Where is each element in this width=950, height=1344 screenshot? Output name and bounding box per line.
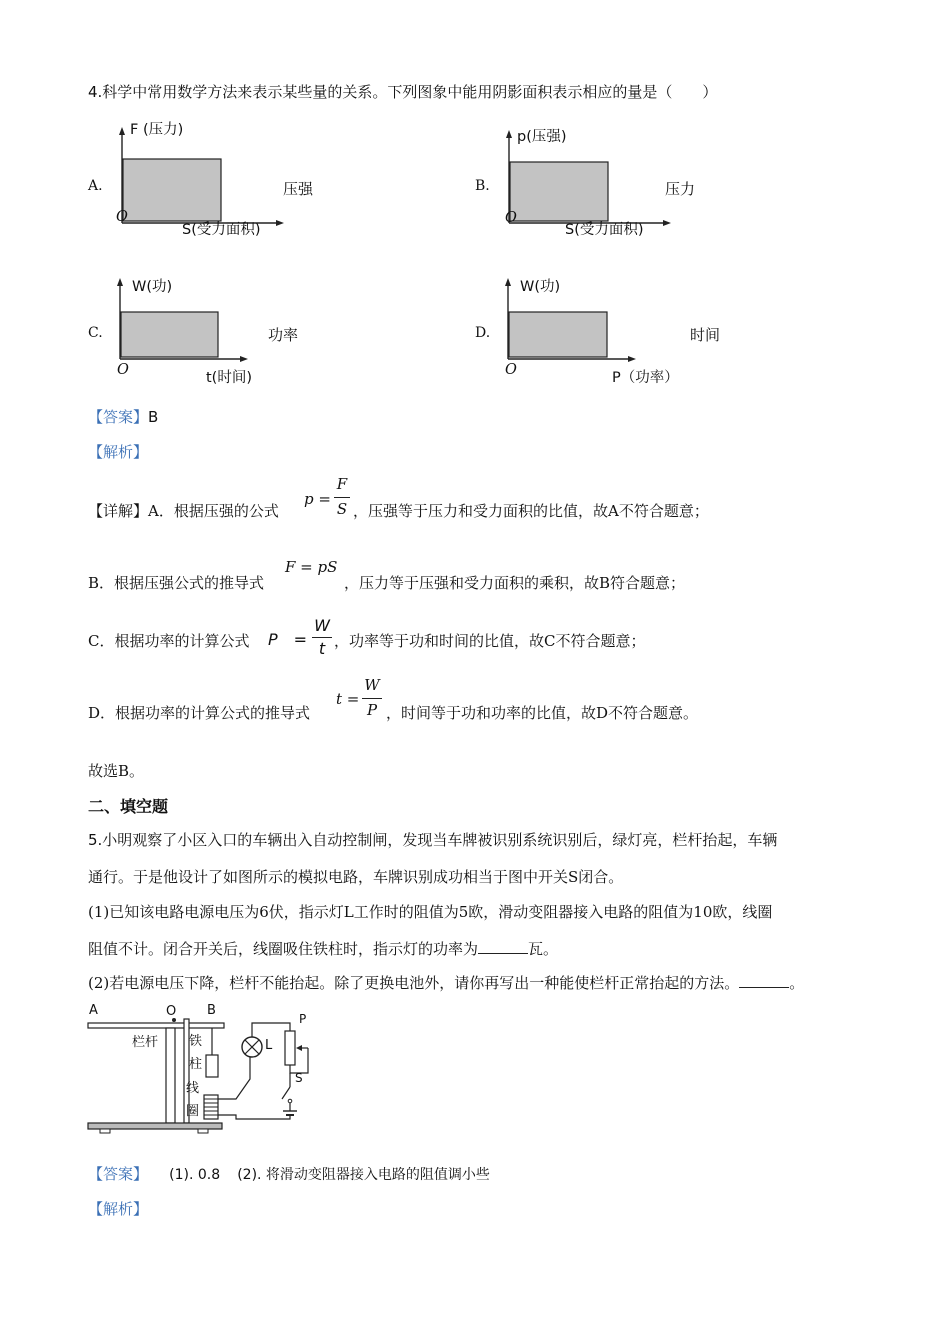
circuit-figure	[86, 1003, 326, 1138]
option-b-quantity: 压力	[665, 180, 696, 198]
answer-1: (1). 0.8	[169, 1167, 221, 1183]
graph-c-origin: O	[117, 362, 129, 378]
fig-label-lever: 栏杆	[132, 1035, 159, 1050]
detail-d-suffix: ，时间等于功和功率的比值，故D不符合题意。	[386, 704, 699, 722]
option-c-label: C.	[88, 325, 103, 341]
detail-c-suffix: ，功率等于功和时间的比值，故C不符合题意；	[334, 632, 646, 650]
graph-a-y-label: F (压力)	[130, 122, 184, 138]
q5-stem-line2: 通行。于是他设计了如图所示的模拟电路，车牌识别成功相当于图中开关S闭合。	[88, 868, 624, 886]
detail-c-formula-lhs: P =	[268, 630, 308, 649]
detail-b-formula: F = pS	[285, 558, 338, 576]
fig-label-slider: P	[299, 1012, 307, 1026]
detail-d-prefix: D．根据功率的计算公式的推导式	[88, 704, 311, 722]
graph-b-x-label: S(受力面积)	[565, 222, 644, 238]
q4-analysis-tag: 【解析】	[88, 443, 149, 461]
detail-a-prefix: 【详解】A．根据压强的公式	[88, 502, 279, 520]
graph-d-x-label: P（功率）	[612, 370, 679, 386]
option-d-label: D.	[475, 325, 491, 341]
q4-answer	[88, 406, 158, 427]
option-c-quantity: 功率	[268, 326, 299, 344]
fig-label-coil-1: 线	[186, 1081, 200, 1096]
fraction-bar	[362, 698, 382, 699]
q5-answer	[88, 1163, 490, 1184]
detail-c-fraction	[312, 616, 332, 662]
q5-part2	[88, 972, 804, 993]
fig-label-switch: S	[295, 1071, 303, 1085]
answer-2: (2). 将滑动变阻器接入电路的阻值调小些	[237, 1167, 490, 1183]
fig-label-lamp: L	[265, 1038, 273, 1053]
graph-c-y-label: W(功)	[132, 279, 173, 295]
graph-a-origin: O	[116, 209, 128, 225]
fig-label-b: B	[207, 1003, 216, 1018]
graph-d-y-label: W(功)	[520, 279, 561, 295]
fig-label-coil-2: 圈	[186, 1104, 200, 1119]
graph-c-x-label: t(时间)	[206, 370, 252, 386]
graph-b-y-label: p(压强)	[517, 129, 567, 145]
graph-d-origin: O	[505, 362, 517, 378]
answer-tag: 【答案】	[88, 1165, 149, 1183]
detail-a-formula-lhs: p =	[304, 490, 331, 508]
graph-a-shaded-area	[123, 159, 221, 221]
answer-tag: 【答案】	[88, 408, 149, 426]
part2-end: 。	[789, 974, 805, 992]
detail-b-prefix: B．根据压强公式的推导式	[88, 574, 265, 592]
detail-d-fraction	[362, 676, 382, 722]
fraction-bar	[334, 497, 350, 498]
detail-conclusion: 故选B。	[88, 762, 145, 780]
switch-icon	[282, 1087, 290, 1099]
graph-b-shaded-area	[510, 162, 608, 221]
q4-stem: 4.科学中常用数学方法来表示某些量的关系。下列图象中能用阴影面积表示相应的量是（ ）	[88, 83, 718, 101]
detail-c-prefix: C．根据功率的计算公式	[88, 632, 250, 650]
fig-label-a: A	[89, 1003, 98, 1018]
answer-value: B	[148, 408, 159, 426]
fraction-numerator: W	[364, 676, 380, 694]
option-b-label: B.	[475, 178, 490, 194]
fraction-numerator: F	[336, 475, 348, 493]
graph-a-x-label: S(受力面积)	[182, 222, 261, 238]
graph-d-shaded-area	[509, 312, 607, 357]
graph-b-origin: O	[505, 210, 517, 226]
q5-analysis-tag: 【解析】	[88, 1200, 149, 1218]
rheostat-icon	[285, 1031, 295, 1065]
part2-text: (2)若电源电压下降，栏杆不能抬起。除了更换电池外，请你再写出一种能使栏杆正常抬起的方法。	[88, 974, 740, 992]
graph-c-shaded-area	[121, 312, 218, 357]
part1-text: 阻值不计。闭合开关后，线圈吸住铁柱时，指示灯的功率为	[88, 940, 479, 958]
q5-part1-line2	[88, 938, 558, 959]
option-d-quantity: 时间	[690, 326, 721, 344]
option-a-quantity: 压强	[283, 180, 314, 198]
fraction-bar	[312, 637, 332, 638]
q5-part1-line1: (1)已知该电路电源电压为6伏，指示灯L工作时的阻值为5欧，滑动变阻器接入电路的阻值为10欧，线圈	[88, 903, 773, 921]
fig-label-iron-2: 柱	[189, 1057, 203, 1072]
detail-b-suffix: ，压力等于压强和受力面积的乘积，故B符合题意；	[344, 574, 686, 592]
fig-label-iron-1: 铁	[189, 1034, 203, 1049]
answer-blank-1[interactable]	[478, 941, 528, 954]
fraction-denominator: P	[366, 701, 378, 719]
detail-a-fraction	[334, 475, 350, 521]
section-title: 二、填空题	[88, 797, 169, 816]
option-a-label: A.	[88, 178, 103, 194]
fig-label-o: O	[166, 1004, 177, 1019]
answer-blank-2[interactable]	[739, 975, 789, 988]
fraction-denominator: t	[318, 639, 326, 658]
detail-a-suffix: ，压强等于压力和受力面积的比值，故A不符合题意；	[353, 502, 709, 520]
fraction-numerator: W	[314, 616, 330, 635]
detail-d-formula-lhs: t =	[336, 690, 360, 708]
fraction-denominator: S	[336, 500, 348, 518]
q5-stem-line1: 5.小明观察了小区入口的车辆出入自动控制闸，发现当车牌被识别系统识别后，绿灯亮，栏杆抬起，车辆	[88, 831, 778, 849]
part1-unit: 瓦。	[528, 940, 559, 958]
